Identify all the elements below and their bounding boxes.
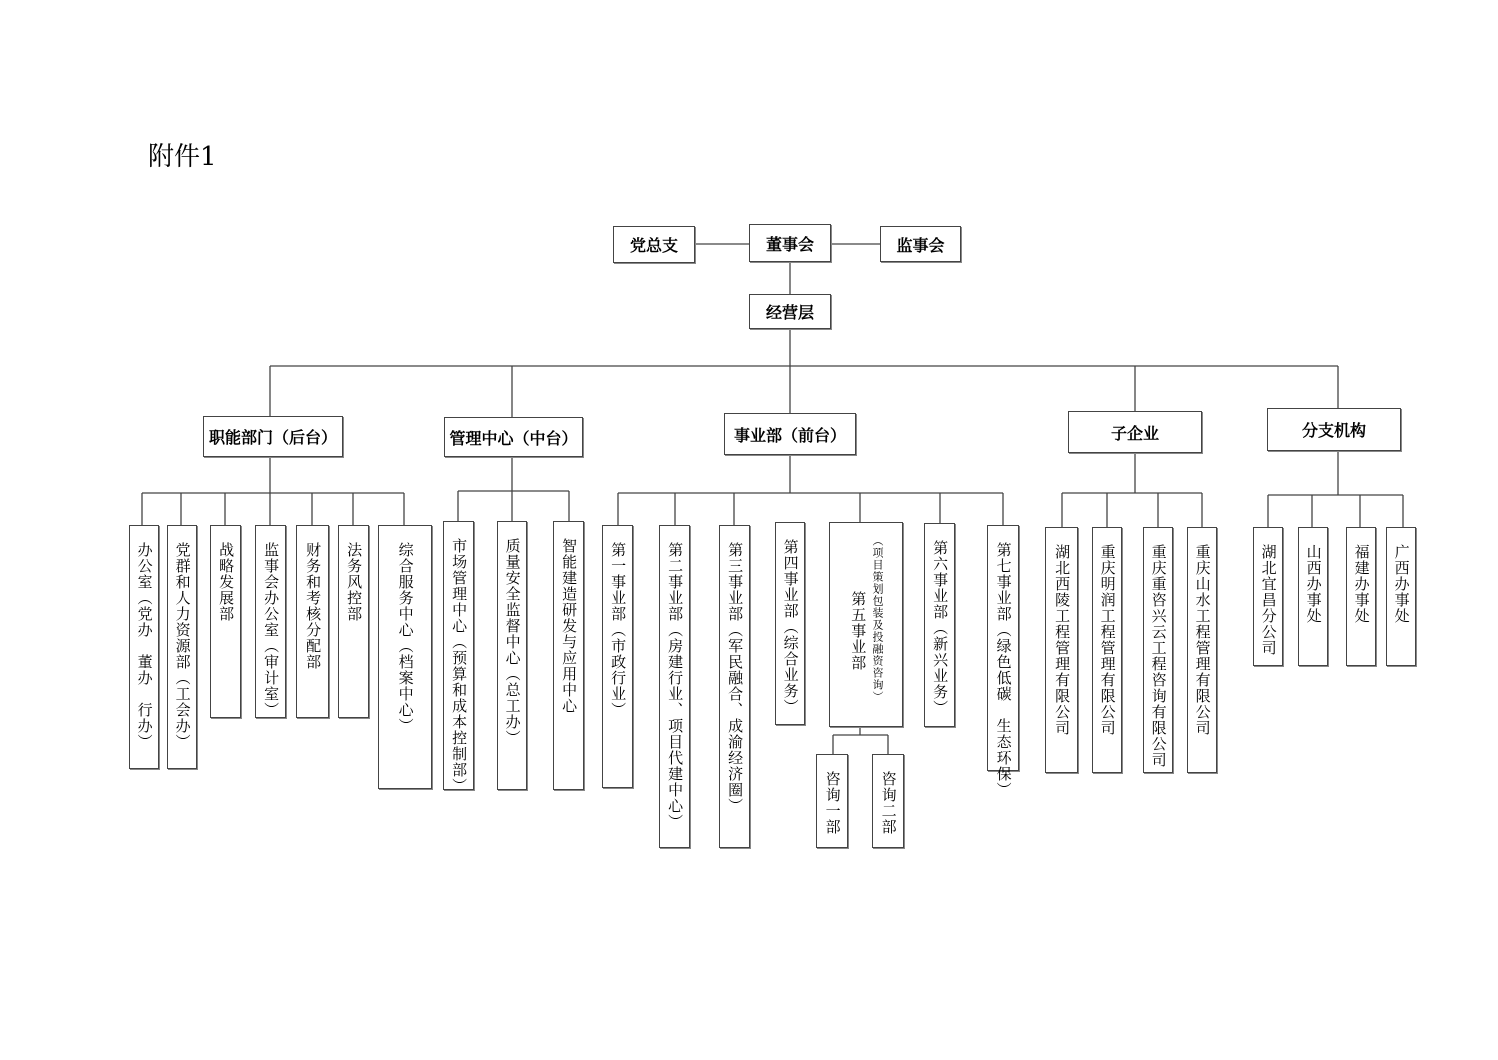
subsidiary-unit-label: 重庆山水工程管理有限公司 xyxy=(1193,544,1212,736)
functional-departments-box: 职能部门（后台） xyxy=(203,416,343,457)
business-unit xyxy=(775,522,805,725)
management-layer-box: 经营层 xyxy=(749,294,831,329)
subsidiary-unit-label: 湖北西陵工程管理有限公司 xyxy=(1053,544,1072,736)
functional-unit xyxy=(167,525,197,769)
branch-unit xyxy=(1298,527,1328,666)
party-branch-box: 党总支 xyxy=(613,226,695,263)
management-unit-label: 市场管理中心（预算和成本控制部） xyxy=(450,538,469,794)
management-center-box: 管理中心（中台） xyxy=(444,417,583,457)
branch-unit-label: 山西办事处 xyxy=(1304,544,1323,624)
business-unit-label: 第六事业部（新兴业务） xyxy=(931,540,950,716)
functional-unit xyxy=(338,525,369,718)
functional-unit-label: 办公室（党办 董办 行办） xyxy=(135,542,154,750)
functional-unit-label: 党群和人力资源部（工会办） xyxy=(173,542,192,750)
business-unit xyxy=(924,523,955,727)
business-unit xyxy=(602,525,633,788)
consult-unit-label: 咨询二部 xyxy=(879,771,898,835)
management-unit-label: 质量安全监督中心（总工办） xyxy=(503,538,522,746)
subsidiary-unit xyxy=(1092,527,1122,773)
fifth-division-label: 第五事业部 xyxy=(849,591,868,671)
branch-unit-label: 福建办事处 xyxy=(1352,544,1371,624)
branch-unit-label: 广西办事处 xyxy=(1392,544,1411,624)
branch-unit xyxy=(1386,527,1416,666)
business-divisions-box: 事业部（前台） xyxy=(724,413,856,455)
page-title: 附件1 xyxy=(148,142,217,172)
business-unit-fifth xyxy=(829,522,903,727)
subsidiary-unit xyxy=(1143,527,1173,773)
functional-unit xyxy=(378,525,432,789)
business-unit-label: 第四事业部（综合业务） xyxy=(781,539,800,715)
management-unit xyxy=(443,521,474,794)
subsidiaries-box: 子企业 xyxy=(1068,411,1202,453)
functional-unit xyxy=(129,525,159,769)
functional-unit xyxy=(296,525,329,718)
business-unit xyxy=(987,525,1019,798)
business-unit-label: 第一事业部（市政行业） xyxy=(609,542,628,718)
consult-unit-label: 咨询一部 xyxy=(823,771,842,835)
functional-unit xyxy=(255,525,286,718)
fifth-division-note: （项目策划包装及投融资咨询） xyxy=(870,535,884,703)
business-unit-label: 第三事业部（军民融合、成渝经济圈） xyxy=(726,542,745,814)
subsidiary-unit-label: 重庆重咨兴云工程咨询有限公司 xyxy=(1149,544,1168,768)
functional-unit-label: 战略发展部 xyxy=(217,542,236,622)
consult-unit xyxy=(816,754,848,848)
business-unit xyxy=(719,525,750,848)
functional-unit-label: 法务风控部 xyxy=(345,542,364,622)
business-unit-label: 第七事业部（绿色低碳 生态环保） xyxy=(994,542,1013,798)
branch-unit xyxy=(1253,527,1283,666)
branches-box: 分支机构 xyxy=(1267,408,1401,451)
subsidiary-unit xyxy=(1045,527,1078,773)
management-unit-label: 智能建造研发与应用中心 xyxy=(560,538,579,714)
functional-unit-label: 监事会办公室（审计室） xyxy=(262,542,281,718)
consult-unit xyxy=(872,754,904,848)
management-unit xyxy=(553,521,584,790)
business-unit xyxy=(659,525,690,848)
branch-unit xyxy=(1346,527,1376,666)
functional-unit-label: 综合服务中心（档案中心） xyxy=(396,542,415,734)
functional-unit xyxy=(210,525,241,718)
board-box: 董事会 xyxy=(749,224,831,262)
supervisory-board-box: 监事会 xyxy=(880,226,961,262)
management-unit xyxy=(497,521,527,790)
subsidiary-unit-label: 重庆明润工程管理有限公司 xyxy=(1098,544,1117,736)
functional-unit-label: 财务和考核分配部 xyxy=(304,542,323,670)
business-unit-label: 第二事业部（房建行业、项目代建中心） xyxy=(666,542,685,830)
branch-unit-label: 湖北宜昌分公司 xyxy=(1259,544,1278,656)
subsidiary-unit xyxy=(1187,527,1217,773)
